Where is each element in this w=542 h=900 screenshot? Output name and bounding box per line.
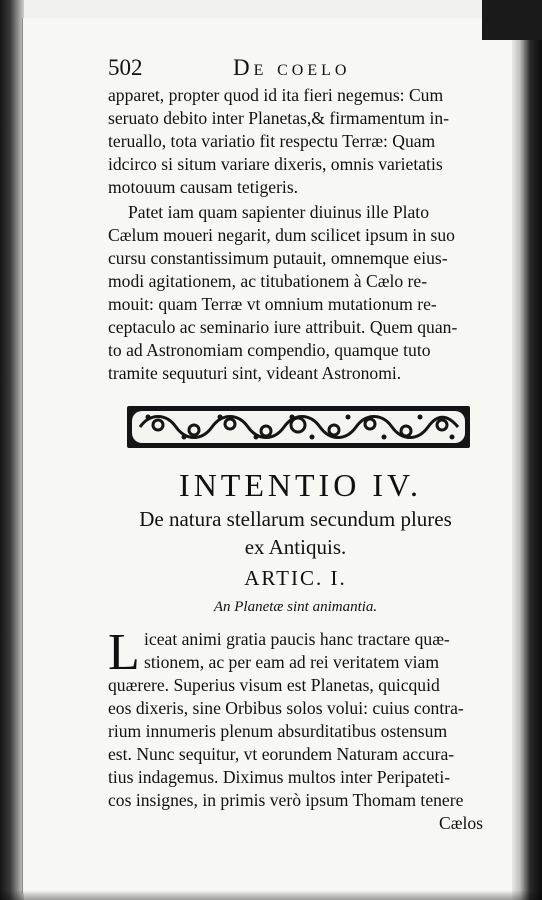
text-line: eos dixeris, sine Orbibus solos volui: cuius contra- <box>108 698 464 718</box>
corner-shadow <box>482 0 542 40</box>
text-line: ceptaculo ac seminario iure attribuit. Quem quan- <box>108 317 458 337</box>
text-line: tius indagemus. Diximus multos inter Peripateti- <box>108 767 451 787</box>
paragraph-plato <box>108 201 483 385</box>
text-line: teruallo, tota variatio fit respectu Terræ: Quam <box>108 131 436 151</box>
text-line: est. Nunc sequitur, vt eorundem Naturam accura- <box>108 744 455 764</box>
paragraph-continuation <box>108 84 483 199</box>
text-line: modi agitationem, ac titubationem à Cælo re- <box>108 271 428 291</box>
article-heading: ARTIC. I. <box>244 566 347 590</box>
running-head <box>108 52 483 84</box>
section-heading: INTENTIO IV. <box>179 467 422 503</box>
text-line: rium innumeris plenum absurditatibus ostensum <box>108 721 448 741</box>
bottom-shadow <box>0 890 542 900</box>
next-page-edge <box>512 0 542 900</box>
text-line: mouit: quam Terræ vt omnium mutationum re- <box>108 294 437 314</box>
text-line: cursu constantissimum putauit, omnemque eius- <box>108 248 448 268</box>
article-question: An Planetæ sint animantia. <box>213 599 378 615</box>
section-subtitle-line-1: De natura stellarum secundum plures <box>139 507 452 531</box>
text-line: apparet, propter quod id ita fieri negemus: Cum <box>108 85 444 105</box>
text-line: cos insignes, in primis verò ipsum Thomam tenere <box>108 790 464 810</box>
text-line: tramite sequuturi sint, videant Astronomi. <box>108 363 402 383</box>
text-line: motouum causam tetigeris. <box>108 177 299 197</box>
running-title: De coelo <box>233 55 351 80</box>
text-line: stionem, ac per eam ad rei veritatem viam <box>144 652 440 672</box>
text-line: idcirco si situm variare dixeris, omnis varietatis <box>108 154 443 174</box>
catchword: Cælos <box>438 813 483 833</box>
text-line: quærere. Superius visum est Planetas, quicquid <box>108 675 440 695</box>
ornamental-headpiece <box>126 405 471 449</box>
text-line: Patet iam quam sapienter diuinus ille Plato <box>128 202 429 222</box>
drop-cap: L <box>108 624 140 681</box>
binding-shadow <box>0 0 24 900</box>
text-line: seruato debito inter Planetas,& firmamentum in- <box>108 108 450 128</box>
section-subtitle-line-2: ex Antiquis. <box>244 535 347 559</box>
text-line: to ad Astronomiam compendio, quamque tuto <box>108 340 431 360</box>
text-line: iceat animi gratia paucis hanc tractare quæ- <box>144 629 450 649</box>
text-line: Cælum moueri negarit, dum scilicet ipsum in suo <box>108 225 455 245</box>
page-content <box>108 52 483 835</box>
page-number: 502 <box>108 55 143 80</box>
article-body <box>108 624 483 812</box>
